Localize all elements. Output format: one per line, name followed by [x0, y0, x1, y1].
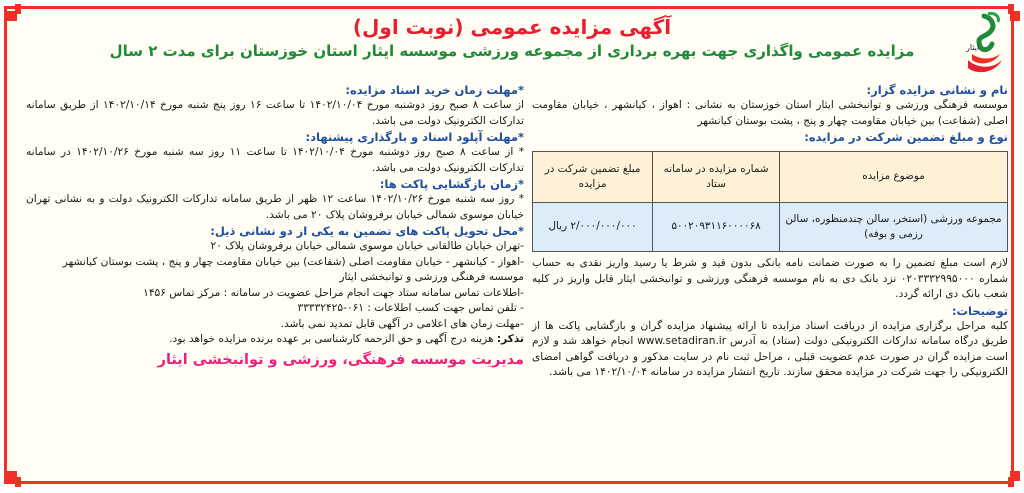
- column-header-auction-number: شماره مزایده در سامانه ستاد: [653, 152, 780, 203]
- right-column: [532, 82, 1008, 381]
- descriptions-text: کلیه مراحل برگزاری مزایده از دریافت اسناد مزایده تا ارائه پیشنهاد مزایده گران و بازگشایی پاکت ها از طریق درگاه سامانه تدارکات الکترونیکی دولت (ستاد) به آدرس www.setadiran.ir انجام خواهد شد و لازم است مزایده گران در صورت عدم عضویت قبلی ، مراحل ثبت نام در سایت مذکور و دریافت گواهی امضای الکترونیکی را جهت شرکت در مزایده محقق سازند. تاریخ انتشار مزایده در سامانه ۱۴۰۲/۱۰/۰۴ می باشد.: [532, 319, 1008, 378]
- svg-text:ایثار: ایثار: [966, 43, 980, 52]
- list-item: -اهواز - کیانشهر - خیابان مقاومت اصلی (شفاعت) بین خیابان مقاومت چهار و پنج ، پشت بوستان کیانشهر موسسه فرهنگی ورزشی و توانبخشی ایثار: [62, 255, 524, 283]
- list-item: -مهلت زمان های اعلامی در آگهی قابل تمدید نمی باشد.: [280, 317, 524, 330]
- cell-guarantee-amount: ۲/۰۰۰/۰۰۰/۰۰۰ ریال: [533, 203, 653, 252]
- column-header-guarantee-amount: مبلغ تضمین شرکت در مزایده: [533, 152, 653, 203]
- list-item: -اطلاعات تماس سامانه ستاد جهت انجام مراحل عضویت در سامانه : مرکز تماس ۱۴۵۶: [143, 286, 524, 299]
- list-item: -تهران خیابان طالقانی خیابان موسوی شمالی خیابان برفروشان پلاک ۲۰: [210, 240, 524, 252]
- opening-time-text: * روز سه شنبه مورخ ۱۴۰۲/۱۰/۲۶ ساعت ۱۲ ظهر از طریق سامانه تدارکات الکترونیک دولت و به نشانی تهران خیابان موسوی شمالی خیابان برفروشان پلاک ۲۰ می باشد.: [26, 193, 524, 221]
- column-header-subject: موضوع مزایده: [779, 152, 1007, 203]
- upload-deadline-heading: *مهلت آپلود اسناد و بارگذاری پیشنهاد:: [305, 130, 524, 144]
- auction-table: [532, 151, 1008, 252]
- notice-subtitle: مزایده عمومی واگذاری جهت بهره برداری از مجموعه ورزشی موسسه ایثار استان خوزستان برای مدت ۲ سال: [109, 42, 915, 60]
- cell-subject: مجموعه ورزشی (استخر، سالن چندمنظوره، سالن رزمی و بوفه): [779, 203, 1007, 252]
- reminder-label: تذکر:: [496, 333, 524, 345]
- reminder-text: هزینه درج آگهی و حق الزحمه کارشناسی بر عهده برنده مزایده خواهد بود.: [169, 333, 494, 345]
- signature: مدیریت موسسه فرهنگی، ورزشی و توانبخشی ایثار: [157, 351, 524, 368]
- notice-header: [70, 14, 954, 62]
- reminder: [26, 332, 524, 348]
- type-amount-heading: نوع و مبلغ تضمین شرکت در مزایده:: [804, 130, 1008, 144]
- isar-logo-icon: [962, 10, 1006, 80]
- table-row: [533, 203, 1008, 252]
- auctioneer-address: موسسه فرهنگی ورزشی و توانبخشی ایثار استان خوزستان به نشانی : اهواز ، کیانشهر ، خیابان مقاومت اصلی (شفاعت) بین خیابان مقاومت چهار و پنج ، پشت بوستان کیانشهر: [532, 99, 1008, 127]
- border-corner-decoration: [15, 477, 21, 487]
- delivery-location-heading: *محل تحویل پاکت های تضمین به یکی از دو نشانی ذیل:: [210, 224, 524, 238]
- opening-time-heading: *زمان بازگشایی پاکت ها:: [379, 177, 524, 191]
- guarantee-note: لازم است مبلغ تضمین را به صورت ضمانت نامه بانکی بدون قید و شرط یا رسید واریز نقدی به حساب شماره ۰۲۰۳۳۳۲۹۹۵۰۰۰ نزد بانک دی به نام موسسه فرهنگی ورزشی و توانبخشی ایثار قابل واریز در کلیه شعب بانک دی ارائه گردد.: [532, 257, 1008, 300]
- border-corner-decoration: [15, 4, 21, 14]
- purchase-deadline-heading: *مهلت زمان خرید اسناد مزایده:: [345, 83, 524, 97]
- list-item: - تلفن تماس جهت کسب اطلاعات : ۰۶۱-۳۳۳۳۲۴۲۵: [297, 302, 524, 314]
- upload-deadline-text: * از ساعت ۸ صبح روز دوشنبه مورخ ۱۴۰۲/۱۰/۰۴ تا ساعت ۱۱ روز سه شنبه مورخ ۱۴۰۲/۱۰/۲۶ در سامانه تدارکات الکترونیک دولت می باشد.: [26, 146, 525, 174]
- left-column: [26, 82, 524, 370]
- border-corner-decoration: [1008, 4, 1014, 14]
- border-corner-decoration: [1008, 477, 1014, 487]
- cell-auction-number: ۵۰۰۲۰۹۳۱۱۶۰۰۰۰۶۸: [653, 203, 780, 252]
- table-header-row: [533, 152, 1008, 203]
- auctioneer-heading: نام و نشانی مزایده گزار:: [866, 83, 1008, 97]
- notice-title: آگهی مزایده عمومی (نوبت اول): [352, 15, 672, 39]
- descriptions-heading: توضیحات:: [951, 303, 1008, 318]
- purchase-deadline-text: از ساعت ۸ صبح روز دوشنبه مورخ ۱۴۰۲/۱۰/۰۴ تا ساعت ۱۶ روز پنج شنبه مورخ ۱۴۰۲/۱۰/۱۴ از طریق سامانه تدارکات الکترونیک دولت می باشد.: [26, 99, 525, 127]
